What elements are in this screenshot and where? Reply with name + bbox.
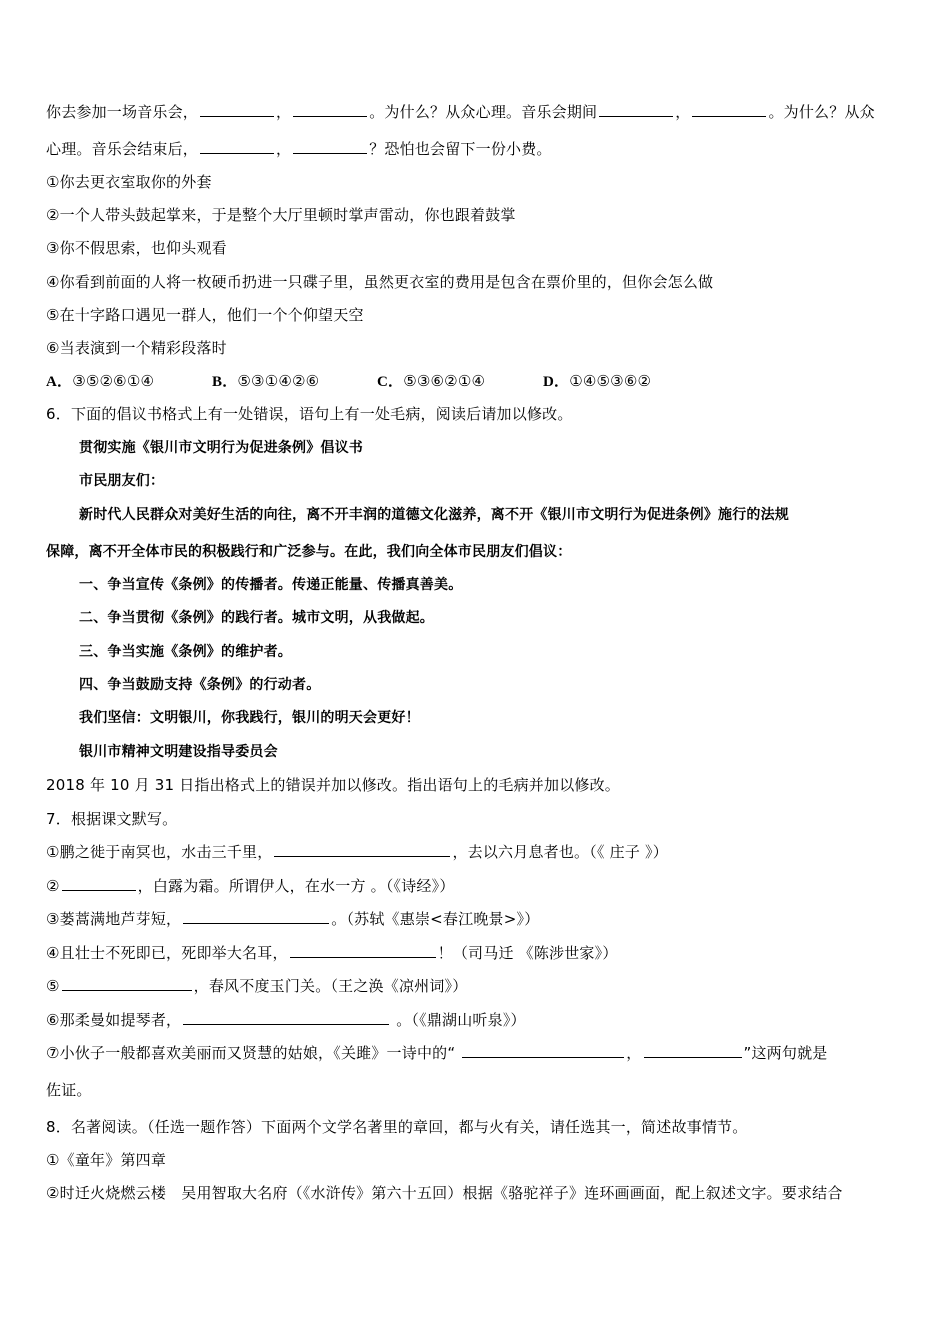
q7-blank-4[interactable] bbox=[290, 943, 436, 958]
q5-option-c[interactable]: C．⑤③⑥②①④ bbox=[377, 372, 486, 390]
q5-option-a[interactable]: A．③⑤②⑥①④ bbox=[46, 372, 155, 390]
q5-item-6: ⑥当表演到一个精彩段落时 bbox=[46, 339, 227, 357]
q5-item-4: ④你看到前面的人将一枚硬币扔进一只碟子里，虽然更衣室的费用是包含在票价里的，但你会怎么做 bbox=[46, 273, 714, 291]
q5-line-2 bbox=[46, 138, 552, 160]
q8-stem: 8．名著阅读。（任选一题作答）下面两个文学名著里的章回，都与火有关，请任选其一，简述故事情节。 bbox=[46, 1118, 748, 1136]
q5-item-5: ⑤在十字路口遇见一群人，他们一个个仰望天空 bbox=[46, 306, 364, 324]
q6-signature: 银川市精神文明建设指导委员会 bbox=[79, 744, 278, 760]
q5-line-1 bbox=[46, 101, 875, 123]
q5-item-1: ①你去更衣室取你的外套 bbox=[46, 173, 212, 191]
q5-line2-text-a: 心理。音乐会结束后， bbox=[46, 140, 199, 158]
q7-blank-5[interactable] bbox=[62, 976, 192, 991]
q6-point-1: 一、争当宣传《条例》的传播者。传递正能量、传播真善美。 bbox=[79, 577, 463, 593]
q6-date-and-task: 2018 年 10 月 31 日指出格式上的错误并加以修改。指出语句上的毛病并加以修改。 bbox=[46, 776, 620, 794]
q5-line1-text-c: 。为什么？从众 bbox=[768, 103, 875, 121]
q5-blank-1[interactable] bbox=[200, 102, 274, 117]
q5-item-3: ③你不假思索，也仰头观看 bbox=[46, 239, 227, 257]
q6-point-3: 三、争当实施《条例》的维护者。 bbox=[79, 644, 292, 660]
q5-line1-sep2: ， bbox=[675, 103, 691, 121]
q7-blank-2[interactable] bbox=[62, 876, 136, 891]
q7-blank-6[interactable] bbox=[183, 1010, 389, 1025]
q5-item-2: ②一个人带头鼓起掌来，于是整个大厅里顿时掌声雷动，你也跟着鼓掌 bbox=[46, 206, 516, 224]
q5-line1-text-b: 。为什么？从众心理。音乐会期间 bbox=[369, 103, 598, 121]
q5-blank-4[interactable] bbox=[692, 102, 766, 117]
q6-body-line-2: 保障，离不开全体市民的积极践行和广泛参与。在此，我们向全体市民朋友们倡议： bbox=[46, 544, 572, 560]
q5-line2-text-b: ？恐怕也会留下一份小费。 bbox=[369, 140, 552, 158]
q5-blank-5[interactable] bbox=[200, 139, 274, 154]
q5-option-b[interactable]: B．⑤③①④②⑥ bbox=[212, 372, 320, 390]
q5-line2-sep: ， bbox=[276, 140, 292, 158]
q5-blank-3[interactable] bbox=[599, 102, 673, 117]
q7-item-6: ⑥那柔曼如提琴者， 。（《鼎湖山听泉》） bbox=[46, 1011, 526, 1029]
q7-blank-7[interactable] bbox=[462, 1043, 624, 1058]
q5-blank-2[interactable] bbox=[293, 102, 367, 117]
q6-proposal-title: 贯彻实施《银川市文明行为促进条例》倡议书 bbox=[79, 440, 363, 456]
q7-blank-8[interactable] bbox=[644, 1043, 742, 1058]
q6-body-line-1: 新时代人民群众对美好生活的向往，离不开丰润的道德文化滋养，离不开《银川市文明行为促进条例》施行的法规 bbox=[79, 507, 789, 523]
q7-item-7: ⑦小伙子一般都喜欢美丽而又贤慧的姑娘，《关雎》一诗中的“ ， ”这两句就是 bbox=[46, 1044, 828, 1062]
q6-point-4: 四、争当鼓励支持《条例》的行动者。 bbox=[79, 677, 321, 693]
q7-item-5: ⑤ ，春风不度玉门关。（王之涣《凉州词》） bbox=[46, 977, 468, 995]
q5-blank-6[interactable] bbox=[293, 139, 367, 154]
q6-point-2: 二、争当贯彻《条例》的践行者。城市文明，从我做起。 bbox=[79, 610, 434, 626]
q7-item-1: ①鹏之徙于南冥也，水击三千里， ，去以六月息者也。（《 庄子 》） bbox=[46, 843, 668, 861]
q7-blank-1[interactable] bbox=[274, 842, 450, 857]
q7-blank-3[interactable] bbox=[183, 909, 329, 924]
q7-item-3: ③蒌蒿满地芦芽短， 。（苏轼《惠崇<春江晚景>》） bbox=[46, 910, 540, 928]
q6-stem: 6．下面的倡议书格式上有一处错误，语句上有一处毛病，阅读后请加以修改。 bbox=[46, 405, 573, 423]
q5-line1-text-a: 你去参加一场音乐会， bbox=[46, 103, 199, 121]
q5-line1-sep1: ， bbox=[276, 103, 292, 121]
q6-closing: 我们坚信：文明银川，你我践行，银川的明天会更好！ bbox=[79, 710, 420, 726]
q7-item-4: ④且壮士不死即已，死即举大名耳， ！（司马迁 《陈涉世家》） bbox=[46, 944, 618, 962]
q7-item-2: ② ，白露为霜。所谓伊人，在水一方 。（《诗经》） bbox=[46, 877, 455, 895]
q5-option-d[interactable]: D．①④⑤③⑥② bbox=[543, 372, 652, 390]
q8-item-2: ②时迁火烧燃云楼 吴用智取大名府（《水浒传》第六十五回）根据《骆驼祥子》连环画画面，配上叙述文字。要求结合 bbox=[46, 1184, 843, 1202]
q6-salutation: 市民朋友们： bbox=[79, 473, 165, 489]
q7-item-7-continued: 佐证。 bbox=[46, 1081, 92, 1099]
q7-stem: 7．根据课文默写。 bbox=[46, 810, 178, 828]
q8-item-1: ①《童年》第四章 bbox=[46, 1151, 167, 1169]
